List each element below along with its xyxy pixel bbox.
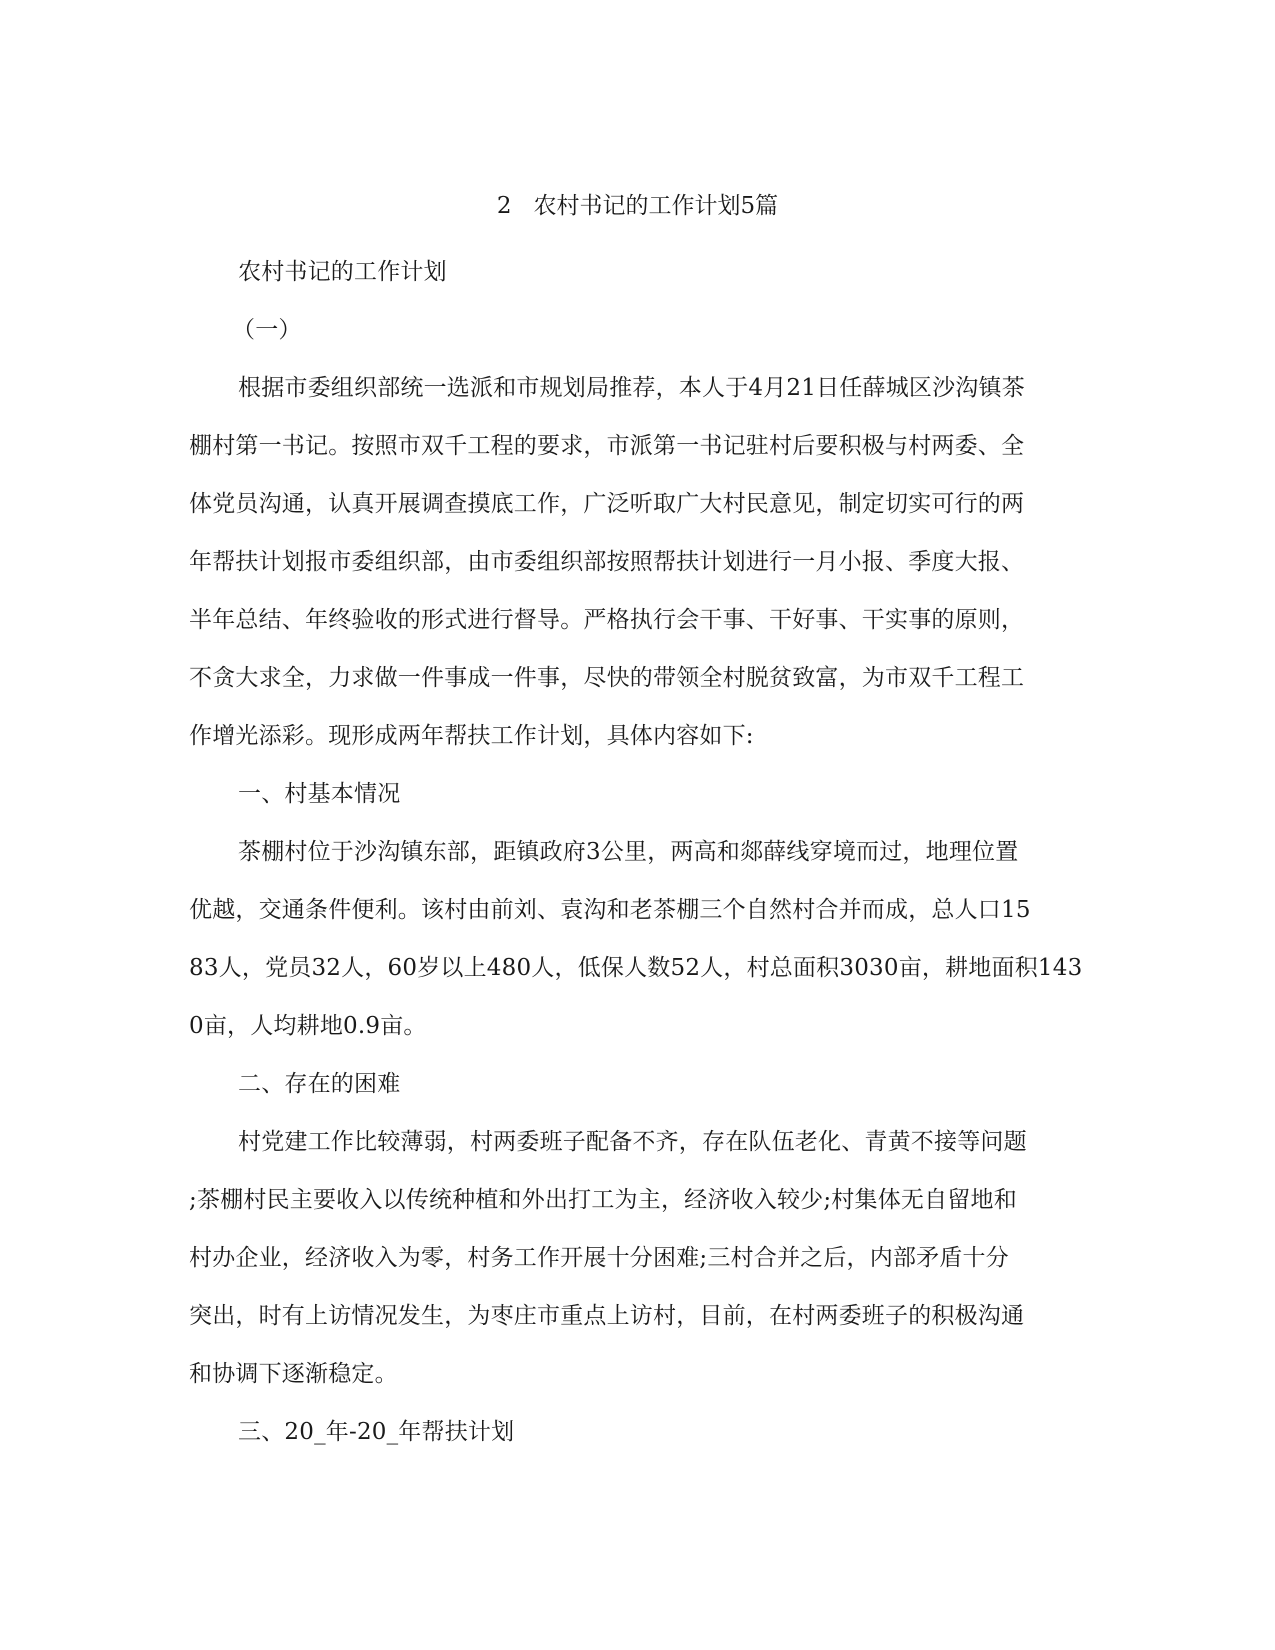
paragraph-line: 优越，交通条件便利。该村由前刘、袁沟和老茶棚三个自然村合并而成，总人口15 <box>189 897 1031 923</box>
section-heading: 三、20_年-20_年帮扶计划 <box>238 1419 515 1445</box>
section-heading: 二、存在的困难 <box>238 1071 401 1097</box>
paragraph-line: 棚村第一书记。按照市双千工程的要求，市派第一书记驻村后要积极与村两委、全 <box>189 433 1025 459</box>
paragraph-line: 0亩，人均耕地0.9亩。 <box>189 1013 427 1039</box>
paragraph-line: 和协调下逐渐稳定。 <box>189 1361 398 1387</box>
subtitle: 农村书记的工作计划 <box>238 259 447 285</box>
paragraph-line: 83人，党员32人，60岁以上480人，低保人数52人，村总面积3030亩，耕地面积143 <box>189 955 1083 981</box>
paragraph-line: 体党员沟通，认真开展调查摸底工作，广泛听取广大村民意见，制定切实可行的两 <box>189 491 1025 517</box>
section-marker: （一） <box>232 317 302 343</box>
document-title: 2 农村书记的工作计划5篇 <box>496 193 779 219</box>
paragraph-line: ;茶棚村民主要收入以传统种植和外出打工为主，经济收入较少;村集体无自留地和 <box>189 1187 1017 1213</box>
paragraph-line: 不贪大求全，力求做一件事成一件事，尽快的带领全村脱贫致富，为市双千工程工 <box>189 665 1025 691</box>
paragraph-line: 作增光添彩。现形成两年帮扶工作计划，具体内容如下: <box>189 723 754 749</box>
paragraph-line: 村党建工作比较薄弱，村两委班子配备不齐，存在队伍老化、青黄不接等问题 <box>238 1129 1027 1155</box>
paragraph-line: 年帮扶计划报市委组织部，由市委组织部按照帮扶计划进行一月小报、季度大报、 <box>189 549 1025 575</box>
paragraph-line: 突出，时有上访情况发生，为枣庄市重点上访村，目前，在村两委班子的积极沟通 <box>189 1303 1025 1329</box>
paragraph-line: 根据市委组织部统一选派和市规划局推荐，本人于4月21日任薛城区沙沟镇茶 <box>238 375 1025 401</box>
paragraph-line: 半年总结、年终验收的形式进行督导。严格执行会干事、干好事、干实事的原则， <box>189 607 1025 633</box>
paragraph-line: 村办企业，经济收入为零，村务工作开展十分困难;三村合并之后，内部矛盾十分 <box>189 1245 1009 1271</box>
paragraph-line: 茶棚村位于沙沟镇东部，距镇政府3公里，两高和郯薛线穿境而过，地理位置 <box>238 839 1019 865</box>
section-heading: 一、村基本情况 <box>238 781 401 807</box>
